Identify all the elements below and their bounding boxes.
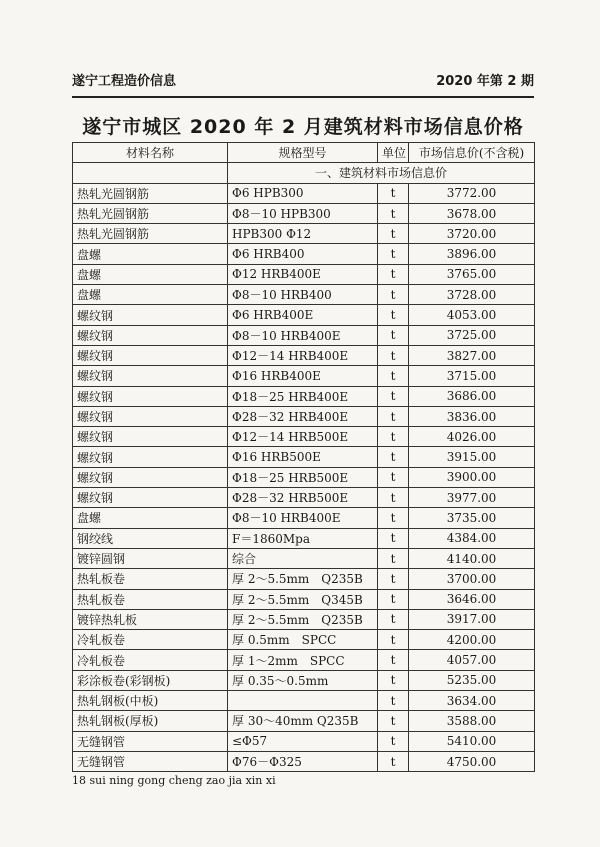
column-header-material: 材料名称 [73, 143, 228, 163]
section-row [73, 163, 535, 183]
price-cell: 3700.00 [409, 569, 535, 589]
material-name-cell: 螺纹钢 [73, 447, 228, 467]
spec-cell: Φ16 HRB500E [228, 447, 378, 467]
material-name-cell: 冷轧板卷 [73, 630, 228, 650]
material-name-cell: 螺纹钢 [73, 325, 228, 345]
section-title: 一、建筑材料市场信息价 [228, 163, 535, 183]
price-cell: 3772.00 [409, 183, 535, 203]
unit-cell: t [378, 447, 409, 467]
unit-cell: t [378, 508, 409, 528]
unit-cell: t [378, 285, 409, 305]
price-cell: 3735.00 [409, 508, 535, 528]
table-row [73, 406, 535, 426]
table-row [73, 751, 535, 771]
spec-cell: Φ8－10 HRB400E [228, 508, 378, 528]
spec-cell: Φ8－10 HRB400 [228, 285, 378, 305]
material-name-cell: 螺纹钢 [73, 488, 228, 508]
material-name-cell: 热轧板卷 [73, 569, 228, 589]
spec-cell: Φ6 HRB400 [228, 244, 378, 264]
material-name-cell: 螺纹钢 [73, 467, 228, 487]
spec-cell: 厚 30～40mm Q235B [228, 711, 378, 731]
price-cell: 3765.00 [409, 264, 535, 284]
unit-cell: t [378, 386, 409, 406]
material-name-cell: 螺纹钢 [73, 305, 228, 325]
material-name-cell: 钢绞线 [73, 528, 228, 548]
spec-cell: Φ8－10 HPB300 [228, 203, 378, 223]
price-cell: 4384.00 [409, 528, 535, 548]
table-row [73, 325, 535, 345]
spec-cell: 厚 2～5.5mm Q235B [228, 569, 378, 589]
material-name-cell: 热轧板卷 [73, 589, 228, 609]
spec-cell: Φ6 HPB300 [228, 183, 378, 203]
price-cell: 3728.00 [409, 285, 535, 305]
unit-cell: t [378, 325, 409, 345]
price-cell: 3900.00 [409, 467, 535, 487]
header-divider [72, 96, 534, 98]
publication-title: 遂宁工程造价信息 [72, 74, 177, 89]
material-name-cell: 螺纹钢 [73, 366, 228, 386]
price-cell: 4026.00 [409, 427, 535, 447]
table-row [73, 467, 535, 487]
price-cell: 3715.00 [409, 366, 535, 386]
price-cell: 4200.00 [409, 630, 535, 650]
table-row [73, 244, 535, 264]
table-row [73, 305, 535, 325]
table-row [73, 528, 535, 548]
material-name-cell: 镀锌热轧板 [73, 609, 228, 629]
unit-cell: t [378, 183, 409, 203]
table-row [73, 691, 535, 711]
table-row [73, 285, 535, 305]
price-table [72, 142, 535, 772]
price-cell: 3588.00 [409, 711, 535, 731]
material-name-cell: 热轧钢板(中板) [73, 691, 228, 711]
spec-cell: Φ8－10 HRB400E [228, 325, 378, 345]
unit-cell: t [378, 427, 409, 447]
spec-cell: F＝1860Mpa [228, 528, 378, 548]
material-name-cell: 无缝钢管 [73, 731, 228, 751]
price-cell: 4140.00 [409, 548, 535, 568]
table-row [73, 488, 535, 508]
table-header-row [73, 143, 535, 163]
material-name-cell: 螺纹钢 [73, 386, 228, 406]
material-name-cell: 热轧光圆钢筋 [73, 203, 228, 223]
unit-cell: t [378, 528, 409, 548]
price-cell: 3827.00 [409, 345, 535, 365]
material-name-cell: 热轧光圆钢筋 [73, 224, 228, 244]
unit-cell: t [378, 488, 409, 508]
material-name-cell: 热轧光圆钢筋 [73, 183, 228, 203]
unit-cell: t [378, 609, 409, 629]
material-name-cell: 镀锌圆钢 [73, 548, 228, 568]
spec-cell [228, 691, 378, 711]
price-cell: 5235.00 [409, 670, 535, 690]
table-row [73, 609, 535, 629]
spec-cell: Φ16 HRB400E [228, 366, 378, 386]
material-name-cell: 螺纹钢 [73, 406, 228, 426]
unit-cell: t [378, 224, 409, 244]
material-name-cell: 冷轧板卷 [73, 650, 228, 670]
table-row [73, 731, 535, 751]
table-row [73, 264, 535, 284]
table-row [73, 650, 535, 670]
material-name-cell: 盘螺 [73, 264, 228, 284]
unit-cell: t [378, 264, 409, 284]
page-title: 遂宁市城区 2020 年 2 月建筑材料市场信息价格 [82, 116, 524, 138]
spec-cell: 厚 0.35～0.5mm [228, 670, 378, 690]
spec-cell: Φ18－25 HRB400E [228, 386, 378, 406]
spec-cell: 厚 1～2mm SPCC [228, 650, 378, 670]
spec-cell: ≤Φ57 [228, 731, 378, 751]
unit-cell: t [378, 406, 409, 426]
issue-label: 2020 年第 2 期 [436, 74, 534, 89]
column-header-price: 市场信息价(不含税) [409, 143, 535, 163]
table-row [73, 183, 535, 203]
price-cell: 5410.00 [409, 731, 535, 751]
spec-cell: Φ28－32 HRB400E [228, 406, 378, 426]
spec-cell: HPB300 Φ12 [228, 224, 378, 244]
table-row [73, 569, 535, 589]
material-name-cell: 盘螺 [73, 285, 228, 305]
table-row [73, 589, 535, 609]
material-name-cell: 螺纹钢 [73, 427, 228, 447]
column-header-spec: 规格型号 [228, 143, 378, 163]
table-row [73, 224, 535, 244]
spec-cell: Φ12－14 HRB400E [228, 345, 378, 365]
spec-cell: Φ12－14 HRB500E [228, 427, 378, 447]
unit-cell: t [378, 305, 409, 325]
spec-cell: Φ76－Φ325 [228, 751, 378, 771]
material-name-cell: 热轧钢板(厚板) [73, 711, 228, 731]
unit-cell: t [378, 203, 409, 223]
price-cell: 3678.00 [409, 203, 535, 223]
spec-cell: 厚 0.5mm SPCC [228, 630, 378, 650]
price-cell: 3686.00 [409, 386, 535, 406]
table-row [73, 447, 535, 467]
page-footer: 18 sui ning gong cheng zao jia xin xi [72, 774, 276, 787]
page-header [72, 70, 534, 92]
material-name-cell: 盘螺 [73, 508, 228, 528]
price-cell: 3720.00 [409, 224, 535, 244]
material-name-cell: 螺纹钢 [73, 345, 228, 365]
unit-cell: t [378, 670, 409, 690]
spec-cell: Φ28－32 HRB500E [228, 488, 378, 508]
unit-cell: t [378, 244, 409, 264]
unit-cell: t [378, 751, 409, 771]
spec-cell: Φ6 HRB400E [228, 305, 378, 325]
table-row [73, 345, 535, 365]
price-cell: 4057.00 [409, 650, 535, 670]
price-cell: 3634.00 [409, 691, 535, 711]
table-row [73, 630, 535, 650]
table-row [73, 203, 535, 223]
table-row [73, 670, 535, 690]
unit-cell: t [378, 731, 409, 751]
table-row [73, 548, 535, 568]
table-row [73, 366, 535, 386]
material-name-cell: 无缝钢管 [73, 751, 228, 771]
column-header-unit: 单位 [378, 143, 409, 163]
unit-cell: t [378, 569, 409, 589]
table-row [73, 508, 535, 528]
price-cell: 3725.00 [409, 325, 535, 345]
price-cell: 4053.00 [409, 305, 535, 325]
spec-cell: Φ18－25 HRB500E [228, 467, 378, 487]
table-row [73, 386, 535, 406]
unit-cell: t [378, 548, 409, 568]
price-cell: 3646.00 [409, 589, 535, 609]
spec-cell: 厚 2～5.5mm Q345B [228, 589, 378, 609]
material-name-cell: 彩涂板卷(彩钢板) [73, 670, 228, 690]
price-cell: 4750.00 [409, 751, 535, 771]
table-row [73, 427, 535, 447]
material-name-cell: 盘螺 [73, 244, 228, 264]
unit-cell: t [378, 366, 409, 386]
unit-cell: t [378, 630, 409, 650]
price-cell: 3896.00 [409, 244, 535, 264]
unit-cell: t [378, 691, 409, 711]
spec-cell: Φ12 HRB400E [228, 264, 378, 284]
unit-cell: t [378, 345, 409, 365]
spec-cell: 厚 2～5.5mm Q235B [228, 609, 378, 629]
price-cell: 3915.00 [409, 447, 535, 467]
table-row [73, 711, 535, 731]
unit-cell: t [378, 711, 409, 731]
unit-cell: t [378, 589, 409, 609]
price-cell: 3917.00 [409, 609, 535, 629]
price-cell: 3836.00 [409, 406, 535, 426]
unit-cell: t [378, 650, 409, 670]
price-cell: 3977.00 [409, 488, 535, 508]
spec-cell: 综合 [228, 548, 378, 568]
unit-cell: t [378, 467, 409, 487]
